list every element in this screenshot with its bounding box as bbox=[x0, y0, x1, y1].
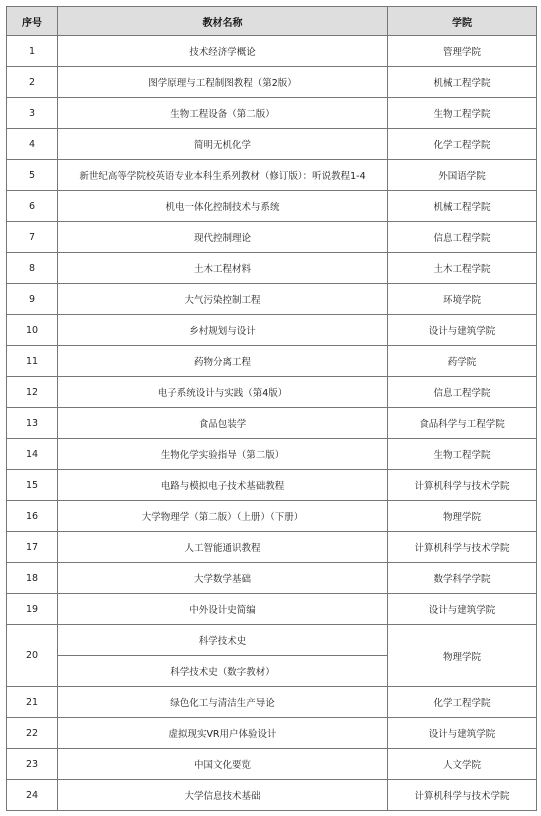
textbook-name: 中国文化要览 bbox=[58, 749, 388, 780]
table-row bbox=[7, 439, 537, 470]
table-row bbox=[7, 222, 537, 253]
header-no: 序号 bbox=[7, 7, 58, 36]
table-row bbox=[7, 408, 537, 439]
college-name: 信息工程学院 bbox=[388, 222, 537, 253]
textbook-name: 电子系统设计与实践（第4版） bbox=[58, 377, 388, 408]
textbook-name: 大学数学基础 bbox=[58, 563, 388, 594]
table-row bbox=[7, 315, 537, 346]
row-number: 1 bbox=[7, 36, 58, 67]
textbook-name: 大气污染控制工程 bbox=[58, 284, 388, 315]
college-name: 药学院 bbox=[388, 346, 537, 377]
table-row bbox=[7, 67, 537, 98]
college-name: 环境学院 bbox=[388, 284, 537, 315]
college-name: 计算机科学与技术学院 bbox=[388, 780, 537, 811]
table-row bbox=[7, 346, 537, 377]
table-row bbox=[7, 470, 537, 501]
row-number: 12 bbox=[7, 377, 58, 408]
college-name: 设计与建筑学院 bbox=[388, 718, 537, 749]
textbook-name: 人工智能通识教程 bbox=[58, 532, 388, 563]
row-number: 11 bbox=[7, 346, 58, 377]
textbook-name: 简明无机化学 bbox=[58, 129, 388, 160]
table-row bbox=[7, 687, 537, 718]
college-name: 机械工程学院 bbox=[388, 67, 537, 98]
table-row bbox=[7, 780, 537, 811]
table-row bbox=[7, 191, 537, 222]
row-number: 20 bbox=[7, 625, 58, 687]
college-name: 数学科学学院 bbox=[388, 563, 537, 594]
table-body bbox=[7, 36, 537, 811]
table-row bbox=[7, 129, 537, 160]
college-name: 外国语学院 bbox=[388, 160, 537, 191]
textbook-name: 科学技术史（数字教材） bbox=[58, 656, 388, 687]
row-number: 24 bbox=[7, 780, 58, 811]
row-number: 18 bbox=[7, 563, 58, 594]
college-name: 计算机科学与技术学院 bbox=[388, 532, 537, 563]
textbook-name: 生物化学实验指导（第二版） bbox=[58, 439, 388, 470]
textbook-name: 大学信息技术基础 bbox=[58, 780, 388, 811]
textbook-name: 食品包装学 bbox=[58, 408, 388, 439]
row-number: 6 bbox=[7, 191, 58, 222]
college-name: 计算机科学与技术学院 bbox=[388, 470, 537, 501]
row-number: 15 bbox=[7, 470, 58, 501]
row-number: 3 bbox=[7, 98, 58, 129]
textbook-name: 图学原理与工程制图教程（第2版） bbox=[58, 67, 388, 98]
row-number: 22 bbox=[7, 718, 58, 749]
row-number: 21 bbox=[7, 687, 58, 718]
row-number: 17 bbox=[7, 532, 58, 563]
textbook-name: 虚拟现实VR用户体验设计 bbox=[58, 718, 388, 749]
table-row bbox=[7, 253, 537, 284]
header-row bbox=[7, 7, 537, 36]
college-name: 化学工程学院 bbox=[388, 687, 537, 718]
table-row bbox=[7, 563, 537, 594]
textbook-name: 电路与模拟电子技术基础教程 bbox=[58, 470, 388, 501]
table-row bbox=[7, 594, 537, 625]
table-row bbox=[7, 532, 537, 563]
row-number: 7 bbox=[7, 222, 58, 253]
row-number: 23 bbox=[7, 749, 58, 780]
college-name: 人文学院 bbox=[388, 749, 537, 780]
row-number: 9 bbox=[7, 284, 58, 315]
college-name: 化学工程学院 bbox=[388, 129, 537, 160]
college-name: 设计与建筑学院 bbox=[388, 594, 537, 625]
college-name: 信息工程学院 bbox=[388, 377, 537, 408]
row-number: 2 bbox=[7, 67, 58, 98]
table-row bbox=[7, 718, 537, 749]
row-number: 4 bbox=[7, 129, 58, 160]
textbook-name: 科学技术史 bbox=[58, 625, 388, 656]
textbook-name: 药物分离工程 bbox=[58, 346, 388, 377]
textbook-name: 机电一体化控制技术与系统 bbox=[58, 191, 388, 222]
row-number: 8 bbox=[7, 253, 58, 284]
textbook-name: 新世纪高等学院校英语专业本科生系列教材（修订版）：听说教程1-4 bbox=[58, 160, 388, 191]
row-number: 14 bbox=[7, 439, 58, 470]
row-number: 19 bbox=[7, 594, 58, 625]
college-name: 物理学院 bbox=[388, 625, 537, 687]
textbook-name: 大学物理学（第二版）（上册）（下册） bbox=[58, 501, 388, 532]
textbook-name: 乡村规划与设计 bbox=[58, 315, 388, 346]
textbook-name: 绿色化工与清洁生产导论 bbox=[58, 687, 388, 718]
row-number: 13 bbox=[7, 408, 58, 439]
table-row bbox=[7, 749, 537, 780]
college-name: 设计与建筑学院 bbox=[388, 315, 537, 346]
college-name: 生物工程学院 bbox=[388, 439, 537, 470]
college-name: 管理学院 bbox=[388, 36, 537, 67]
textbook-list bbox=[6, 6, 537, 811]
header-college: 学院 bbox=[388, 7, 537, 36]
textbook-name: 现代控制理论 bbox=[58, 222, 388, 253]
table-row bbox=[7, 36, 537, 67]
textbook-name: 土木工程材料 bbox=[58, 253, 388, 284]
table-row bbox=[7, 625, 537, 656]
textbook-name: 生物工程设备（第二版） bbox=[58, 98, 388, 129]
textbook-name: 技术经济学概论 bbox=[58, 36, 388, 67]
header-name: 教材名称 bbox=[58, 7, 388, 36]
textbook-name: 中外设计史简编 bbox=[58, 594, 388, 625]
college-name: 物理学院 bbox=[388, 501, 537, 532]
table-row bbox=[7, 160, 537, 191]
college-name: 机械工程学院 bbox=[388, 191, 537, 222]
row-number: 16 bbox=[7, 501, 58, 532]
table-row bbox=[7, 284, 537, 315]
table-row bbox=[7, 377, 537, 408]
textbook-table bbox=[6, 6, 537, 811]
table-row bbox=[7, 98, 537, 129]
college-name: 生物工程学院 bbox=[388, 98, 537, 129]
row-number: 10 bbox=[7, 315, 58, 346]
college-name: 食品科学与工程学院 bbox=[388, 408, 537, 439]
college-name: 土木工程学院 bbox=[388, 253, 537, 284]
row-number: 5 bbox=[7, 160, 58, 191]
table-row bbox=[7, 501, 537, 532]
